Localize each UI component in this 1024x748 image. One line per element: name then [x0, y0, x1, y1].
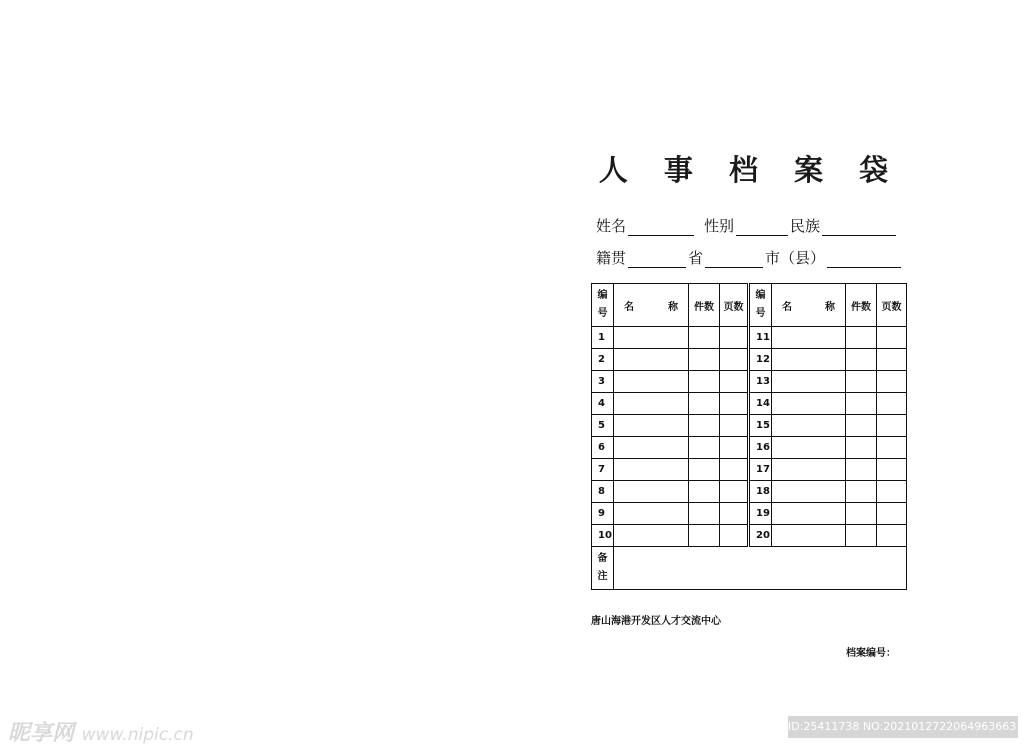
- item-pages-cell[interactable]: [877, 503, 907, 525]
- row-number: 9: [592, 503, 614, 525]
- item-name-cell[interactable]: [614, 525, 689, 547]
- native-blank[interactable]: [628, 249, 686, 268]
- row-number: 3: [592, 371, 614, 393]
- row-number: 19: [749, 503, 772, 525]
- item-name-cell[interactable]: [772, 327, 846, 349]
- row-number: 20: [749, 525, 772, 547]
- item-pages-cell[interactable]: [877, 371, 907, 393]
- count-header-right: 件数: [846, 284, 877, 327]
- row-number: 6: [592, 437, 614, 459]
- organization-name: 唐山海港开发区人才交流中心: [591, 616, 721, 627]
- remark-row: [592, 547, 907, 590]
- city-blank[interactable]: [827, 249, 901, 268]
- item-name-cell[interactable]: [614, 481, 689, 503]
- row-number: 18: [749, 481, 772, 503]
- watermark-id: ID:25411738 NO:20210127220649636631: [788, 716, 1018, 738]
- item-pages-cell[interactable]: [720, 437, 749, 459]
- file-number-label: 档案编号：: [846, 648, 896, 659]
- item-name-cell[interactable]: [772, 525, 846, 547]
- ethnicity-label: 民族: [790, 217, 821, 235]
- personal-info-row-1: [596, 212, 898, 236]
- item-count-cell[interactable]: [689, 525, 720, 547]
- item-pages-cell[interactable]: [877, 327, 907, 349]
- city-county-label: 市（县）: [765, 249, 826, 267]
- item-name-cell[interactable]: [772, 481, 846, 503]
- row-number: 2: [592, 349, 614, 371]
- table-row: [592, 437, 907, 459]
- item-pages-cell[interactable]: [877, 393, 907, 415]
- item-pages-cell[interactable]: [877, 481, 907, 503]
- personal-info-row-2: [596, 244, 903, 268]
- table-row: [592, 393, 907, 415]
- gender-label: 性别: [704, 217, 735, 235]
- item-pages-cell[interactable]: [720, 393, 749, 415]
- item-pages-cell[interactable]: [720, 459, 749, 481]
- item-pages-cell[interactable]: [877, 459, 907, 481]
- watermark-logo: 昵享网 www.nipic.cn: [8, 721, 194, 746]
- item-name-cell[interactable]: [614, 393, 689, 415]
- name-label: 姓名: [596, 217, 627, 235]
- item-count-cell[interactable]: [846, 525, 877, 547]
- item-name-cell[interactable]: [614, 459, 689, 481]
- item-name-cell[interactable]: [614, 415, 689, 437]
- item-count-cell[interactable]: [846, 459, 877, 481]
- table-row: [592, 481, 907, 503]
- row-number: 5: [592, 415, 614, 437]
- item-name-cell[interactable]: [614, 437, 689, 459]
- item-pages-cell[interactable]: [720, 503, 749, 525]
- item-pages-cell[interactable]: [720, 525, 749, 547]
- item-count-cell[interactable]: [846, 481, 877, 503]
- row-number: 17: [749, 459, 772, 481]
- item-count-cell[interactable]: [689, 327, 720, 349]
- item-name-cell[interactable]: [614, 327, 689, 349]
- number-header: 编 号: [592, 284, 614, 327]
- name-header: 名 称: [614, 284, 689, 327]
- item-name-cell[interactable]: [772, 349, 846, 371]
- item-count-cell[interactable]: [846, 503, 877, 525]
- item-count-cell[interactable]: [689, 371, 720, 393]
- item-count-cell[interactable]: [689, 415, 720, 437]
- table-row: [592, 525, 907, 547]
- row-number: 8: [592, 481, 614, 503]
- item-name-cell[interactable]: [614, 349, 689, 371]
- item-name-cell[interactable]: [772, 459, 846, 481]
- row-number: 12: [749, 349, 772, 371]
- item-pages-cell[interactable]: [720, 371, 749, 393]
- item-count-cell[interactable]: [689, 393, 720, 415]
- gender-blank[interactable]: [736, 217, 788, 236]
- item-pages-cell[interactable]: [720, 327, 749, 349]
- item-pages-cell[interactable]: [877, 349, 907, 371]
- row-number: 11: [749, 327, 772, 349]
- table-row: [592, 503, 907, 525]
- row-number: 7: [592, 459, 614, 481]
- item-name-cell[interactable]: [772, 437, 846, 459]
- row-number: 1: [592, 327, 614, 349]
- row-number: 13: [749, 371, 772, 393]
- item-name-cell[interactable]: [772, 503, 846, 525]
- item-name-cell[interactable]: [614, 371, 689, 393]
- item-name-cell[interactable]: [772, 371, 846, 393]
- row-number: 15: [749, 415, 772, 437]
- item-count-cell[interactable]: [846, 437, 877, 459]
- table-row: [592, 349, 907, 371]
- item-count-cell[interactable]: [846, 371, 877, 393]
- native-place-label: 籍贯: [596, 249, 627, 267]
- row-number: 14: [749, 393, 772, 415]
- province-blank[interactable]: [705, 249, 763, 268]
- item-pages-cell[interactable]: [720, 349, 749, 371]
- item-count-cell[interactable]: [689, 481, 720, 503]
- count-header: 件数: [689, 284, 720, 327]
- table-row: [592, 327, 907, 349]
- name-header-right: 名 称: [772, 284, 846, 327]
- file-contents-table: [591, 283, 907, 590]
- row-number: 16: [749, 437, 772, 459]
- item-count-cell[interactable]: [689, 437, 720, 459]
- item-count-cell[interactable]: [846, 349, 877, 371]
- item-pages-cell[interactable]: [720, 415, 749, 437]
- item-count-cell[interactable]: [689, 459, 720, 481]
- item-pages-cell[interactable]: [877, 415, 907, 437]
- table-row: [592, 459, 907, 481]
- item-pages-cell[interactable]: [720, 481, 749, 503]
- table-header-row: [592, 284, 907, 327]
- province-label: 省: [688, 249, 704, 267]
- row-number: 4: [592, 393, 614, 415]
- item-pages-cell[interactable]: [877, 437, 907, 459]
- item-name-cell[interactable]: [772, 415, 846, 437]
- name-blank[interactable]: [628, 217, 694, 236]
- item-pages-cell[interactable]: [877, 525, 907, 547]
- item-count-cell[interactable]: [689, 503, 720, 525]
- pages-header: 页数: [720, 284, 749, 327]
- ethnicity-blank[interactable]: [822, 217, 896, 236]
- document-title: 人 事 档 案 袋: [598, 153, 902, 187]
- item-count-cell[interactable]: [846, 327, 877, 349]
- item-count-cell[interactable]: [846, 393, 877, 415]
- table-row: [592, 371, 907, 393]
- item-count-cell[interactable]: [846, 415, 877, 437]
- remark-cell[interactable]: [614, 547, 907, 590]
- remark-label: 备 注: [592, 547, 614, 590]
- item-count-cell[interactable]: [689, 349, 720, 371]
- table-row: [592, 415, 907, 437]
- item-name-cell[interactable]: [614, 503, 689, 525]
- number-header-right: 编 号: [749, 284, 772, 327]
- pages-header-right: 页数: [877, 284, 907, 327]
- row-number: 10: [592, 525, 614, 547]
- item-name-cell[interactable]: [772, 393, 846, 415]
